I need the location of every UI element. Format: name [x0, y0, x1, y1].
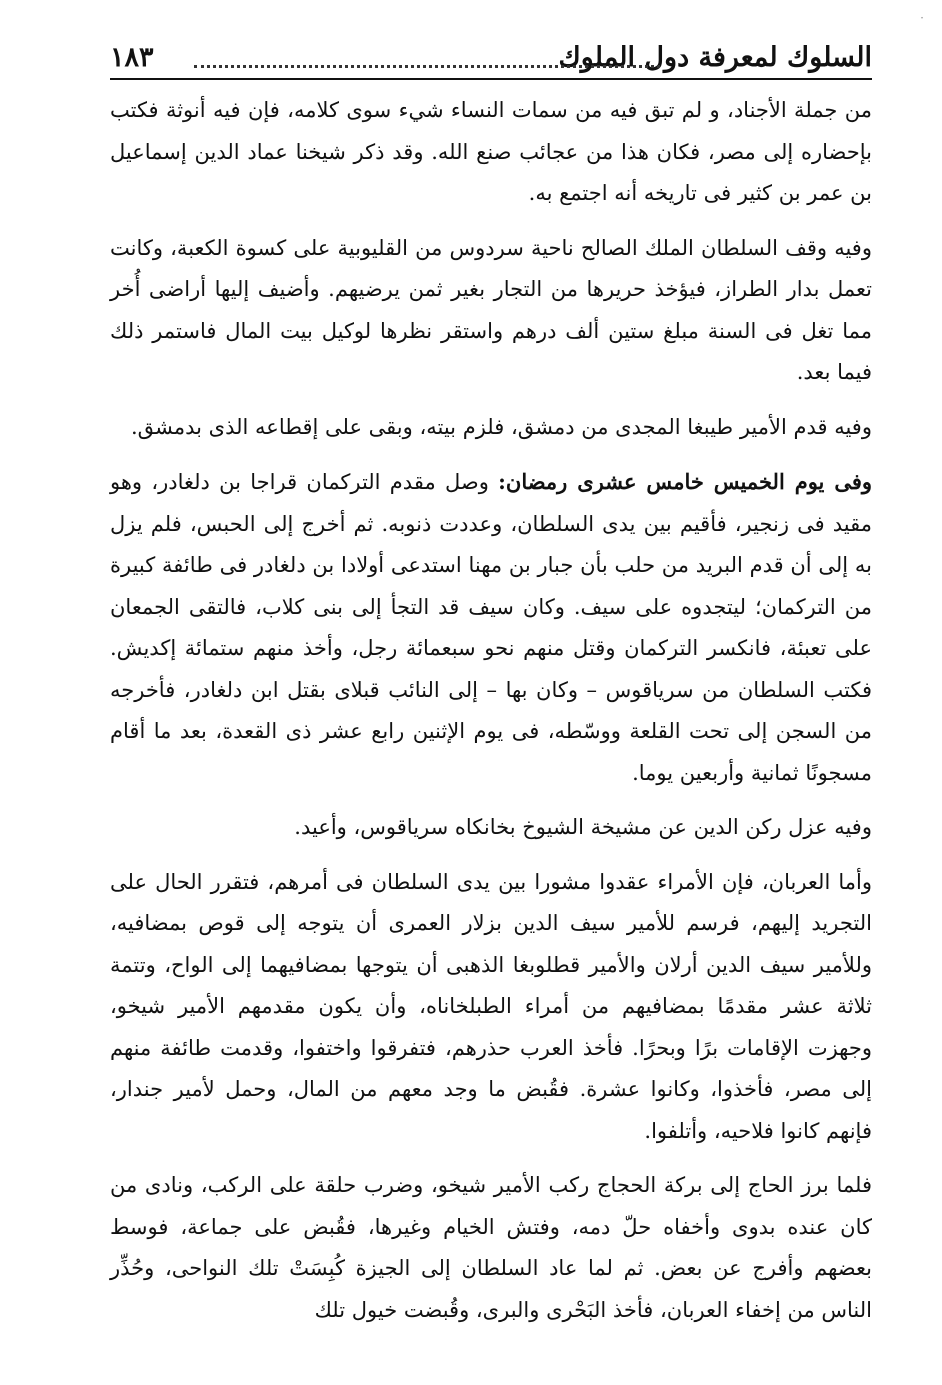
- paragraph-text: فلما برز الحاج إلى بركة الحجاج ركب الأمير شيخو، وضرب حلقة على الركب، ونادى من كان عنده بدوى وأخفاه حلّ دمه، وفتش الخيام وغيرها، فقُبض على جماعة، فوسط بعضهم وأفرج عن بعض. ثم لما عاد السلطان إلى الجيزة كُبِسَتْ تلك النواحى، وحُذِّر الناس من إخفاء العربان، فأخذ البَحْرى والبرى، وقُبضت خيول تلك: [110, 1173, 872, 1322]
- body-text: [110, 90, 872, 1344]
- paragraph-text: وفيه قدم الأمير طيبغا المجدى من دمشق، فلزم بيته، وبقى على إقطاعه الذى بدمشق.: [130, 414, 872, 439]
- paragraph-text: وفيه وقف السلطان الملك الصالح ناحية سردوس من القليوبية على كسوة الكعبة، وكانت تعمل بدار الطراز، فيؤخذ حريرها من التجار بغير ثمن يرضيهم. وأضيف إليها أراضى أُخر مما تغل فى السنة مبلغ ستين ألف درهم واستقر نظرها لوكيل بيت المال فاستمر ذلك فيما بعد.: [110, 235, 872, 384]
- paragraph-text: وأما العربان، فإن الأمراء عقدوا مشورا بين يدى السلطان فى أمرهم، فتقرر الحال على التجريد إليهم، فرسم للأمير سيف الدين بزلار العمرى أن يتوجه إلى قوص بمضافيه، وللأمير سيف الدين أرلان والأمير قطلوبغا الذهبى أن يتوجها بمضافيهما إلى الواح، وتتمة ثلاثة عشر مقدمًا بمضافيهم من أمراء الطبلخاناه، وأن يكون مقدمهم الأمير شيخو، وجهزت الإقامات برًا وبحرًا. فأخذ العرب حذرهم، فتفرقوا واختفوا، وقدمت طائفة منهم إلى مصر، فأخذوا، وكانوا عشرة. فقُبض ما وجد معهم من المال، وحمل لأمير جندار، فإنهم كانوا فلاحيه، وأتلفوا.: [110, 869, 872, 1143]
- running-title: السلوك لمعرفة دول الملوك: [558, 42, 872, 73]
- page-header: [110, 38, 872, 80]
- dot-leader: [194, 65, 660, 68]
- paragraph-3: [110, 407, 872, 449]
- paragraph-1: [110, 90, 872, 215]
- paragraph-5: [110, 807, 872, 849]
- paragraph-text: وصل مقدم التركمان قراجا بن دلغادر، وهو مقيد فى زنجير، فأقيم بين يدى السلطان، وعددت ذنوبه. ثم أخرج إلى الحبس، فلم يزل به إلى أن قدم البريد من حلب بأن جبار بن مهنا استدعى أولادا بن دلغادر فى طائفة كبيرة من التركمان؛ ليتجدوه على سيف. وكان سيف قد التجأ إلى بنى كلاب، فالتقى الجمعان على تعبئة، فانكسر التركمان وقتل منهم نحو سبعمائة رجل، وأخذ منهم ستمائة إكديش. فكتب السلطان من سرياقوس – وكان بها – إلى النائب قبلاى بقتل ابن دلغادر، فأخرجه من السجن إلى تحت القلعة ووسّطه، فى يوم الإثنين رابع عشر ذى القعدة، بعد ما أقام مسجونًا ثمانية وأربعين يوما.: [110, 470, 872, 785]
- paragraph-2: [110, 228, 872, 394]
- paragraph-text: من جملة الأجناد، و لم تبق فيه من سمات النساء شيء سوى كلامه، فإن فيه أنوثة فكتب بإحضاره إلى مصر، فكان هذا من عجائب صنع الله. وقد ذكر شيخنا عماد الدين إسماعيل بن عمر بن كثير فى تاريخه أنه اجتمع به.: [110, 98, 872, 205]
- page-number: ١٨٣: [110, 42, 154, 73]
- paragraph-text: وفيه عزل ركن الدين عن مشيخة الشيوخ بخانكاه سرياقوس، وأعيد.: [294, 815, 872, 839]
- paragraph-lead-in: وفى يوم الخميس خامس عشرى رمضان:: [498, 469, 872, 494]
- paragraph-7: [110, 1165, 872, 1331]
- scan-speck: ·: [920, 11, 924, 25]
- paragraph-6: [110, 862, 872, 1153]
- paragraph-4: [110, 461, 872, 794]
